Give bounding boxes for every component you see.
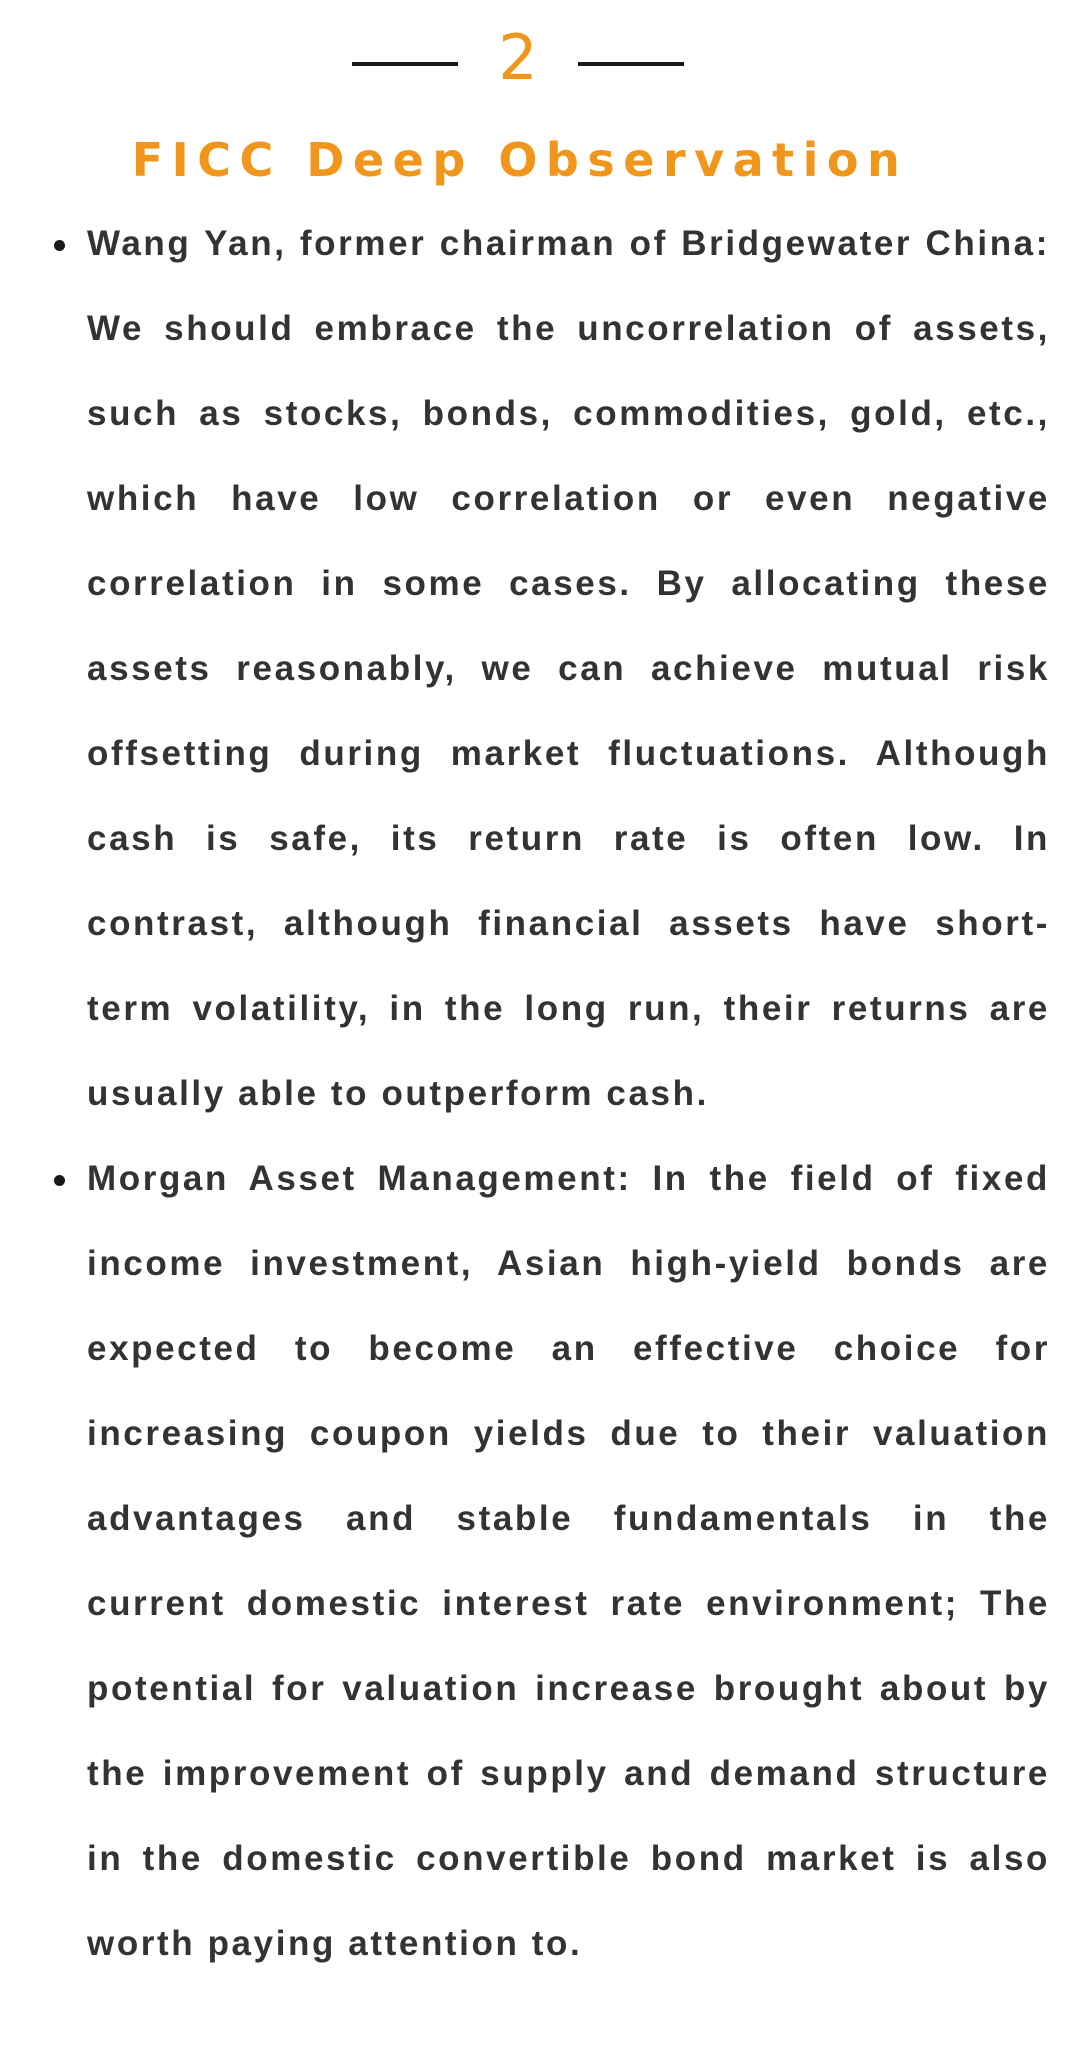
bullet-dot-icon bbox=[54, 1175, 65, 1186]
section-title: FICC Deep Observation bbox=[131, 133, 909, 187]
section-header bbox=[0, 18, 1040, 98]
bullet-text: Wang Yan, former chairman of Bridgewater China: We should embrace the uncorrelation of assets, such as stocks, bonds, commodities, gold, etc., which have low correlation or even negative correlation in some cases. By allocating these assets reasonably, we can achieve mutual risk offsetting during market fluctuations. Although cash is safe, its return rate is often low. In contrast, although financial assets have short-term volatility, in the long run, their returns are usually able to outperform cash. bbox=[87, 224, 1050, 1113]
bullet-text: Morgan Asset Management: In the field of fixed income investment, Asian high-yield bonds are expected to become an effective choice for increasing coupon yields due to their valuation advantages and stable fundamentals in the current domestic interest rate environment; The potential for valuation increase brought about by the improvement of supply and demand structure in the domestic convertible bond market is also worth paying attention to. bbox=[87, 1159, 1050, 1963]
bullet-item-bridgewater bbox=[48, 201, 1050, 1136]
bullet-item-morgan bbox=[48, 1136, 1050, 1986]
header-rule-right bbox=[578, 62, 684, 66]
bullet-list bbox=[48, 201, 1050, 1986]
header-rule-left bbox=[352, 62, 458, 66]
bullet-dot-icon bbox=[54, 240, 65, 251]
section-number: 2 bbox=[498, 21, 538, 94]
